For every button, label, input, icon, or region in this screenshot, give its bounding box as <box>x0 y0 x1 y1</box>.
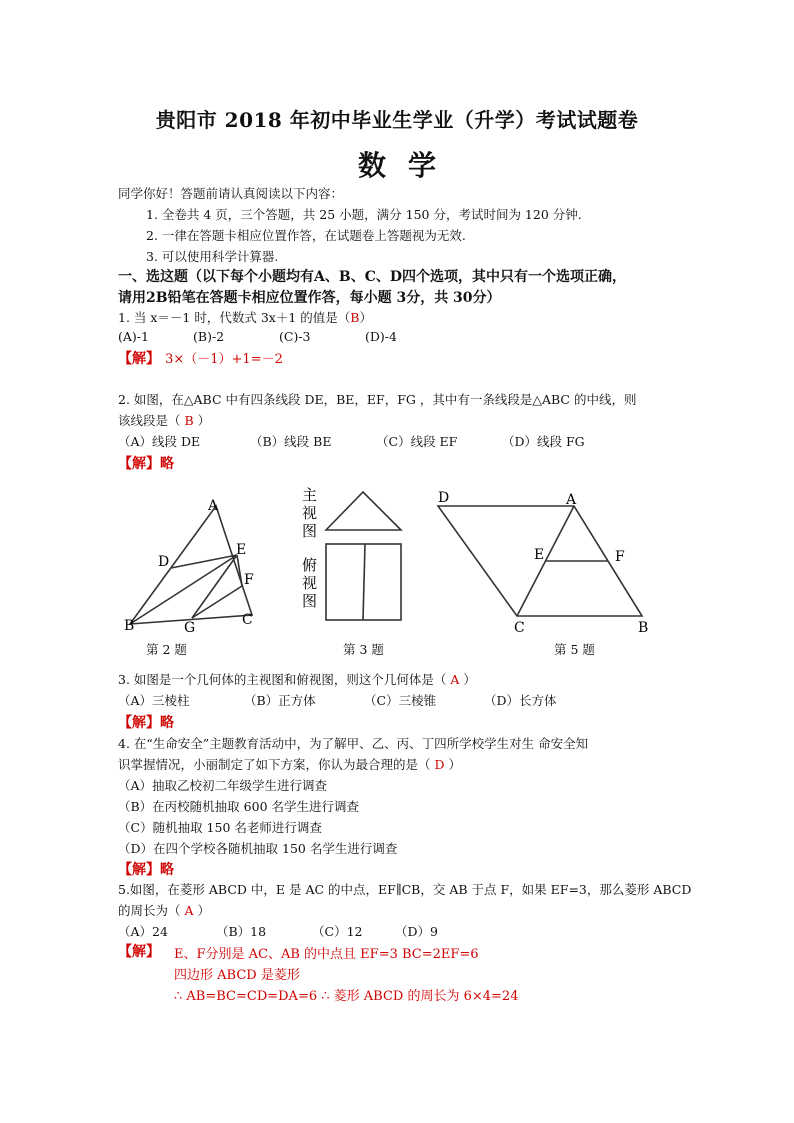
vertex-C: C <box>242 612 253 628</box>
vertex-A: A <box>566 492 577 508</box>
solution: 【解】 3×（－1）+1=－2 <box>118 351 283 367</box>
solution: 【解】略 <box>118 715 174 731</box>
answer: D <box>434 757 445 772</box>
point-G: G <box>184 620 196 636</box>
option: (B)-2 <box>193 329 225 344</box>
top-view-char: 图 <box>302 592 318 610</box>
option: （D）9 <box>395 924 438 939</box>
instruction-item: 3. 可以使用科学计算器. <box>146 249 279 264</box>
option: （B）正方体 <box>244 693 316 708</box>
option: （A）抽取乙校初二年级学生进行调查 <box>118 778 328 793</box>
option: （B）18 <box>216 924 267 939</box>
instruction-item: 2. 一律在答题卡相应位置作答，在试题卷上答题视为无效. <box>146 228 466 243</box>
exam-title: 贵阳市 2018 年初中毕业生学业（升学）考试试题卷 <box>155 108 639 132</box>
option: （B）线段 BE <box>250 434 332 449</box>
front-view-char: 主 <box>302 486 318 504</box>
option: （D）长方体 <box>484 693 557 708</box>
answer: A <box>450 672 460 687</box>
point-F: F <box>615 549 625 565</box>
question-3-stem: 3. 如图是一个几何体的主视图和俯视图，则这个几何体是（ A ） <box>118 672 476 687</box>
option: （D）线段 FG <box>502 434 585 449</box>
figure-3-caption: 第 3 题 <box>343 642 384 657</box>
question-1-stem: 1. 当 x＝－1 时，代数式 3x＋1 的值是（B） <box>118 310 372 325</box>
vertex-D: D <box>438 490 450 506</box>
question-2-stem-cont: 该线段是（ B ） <box>118 413 211 428</box>
point-D: D <box>158 554 170 570</box>
section-heading-cont: 请用2B铅笔在答题卡相应位置作答，每小题 3分，共 30分） <box>118 290 501 306</box>
subject-title: 数学 <box>357 149 458 182</box>
solution-line: 四边形 ABCD 是菱形 <box>174 968 300 983</box>
figure-3-views <box>296 484 408 624</box>
solution-line: E、F分别是 AC、AB 的中点且 EF=3 BC=2EF=6 <box>174 947 479 962</box>
section-heading: 一、选这题（以下每个小题均有A、B、C、D四个选项，其中只有一个选项正确， <box>118 269 626 285</box>
top-view-char: 视 <box>302 574 318 592</box>
figure-5-caption: 第 5 题 <box>554 642 595 657</box>
answer: B <box>184 413 194 428</box>
front-view-char: 图 <box>302 522 318 540</box>
option: （C）三棱锥 <box>364 693 437 708</box>
option: (A)-1 <box>118 329 149 344</box>
top-view-char: 俯 <box>302 556 318 574</box>
vertex-A: A <box>208 498 219 514</box>
instruction-item: 1. 全卷共 4 页，三个答题，共 25 小题，满分 150 分，考试时间为 120 分钟. <box>146 207 582 222</box>
question-4-stem-cont: 识掌握情况，小丽制定了如下方案，你认为最合理的是（ D ） <box>118 757 462 772</box>
option: （A）24 <box>118 924 168 939</box>
vertex-B: B <box>124 618 135 634</box>
option: (D)-4 <box>365 329 397 344</box>
option: （C）随机抽取 150 名老师进行调查 <box>118 820 322 835</box>
point-F: F <box>244 572 254 588</box>
answer: A <box>184 903 194 918</box>
point-E: E <box>534 547 545 563</box>
answer: B <box>350 310 360 325</box>
option: （C）线段 EF <box>376 434 458 449</box>
option: （D）在四个学校各随机抽取 150 名学生进行调查 <box>118 841 398 856</box>
question-2-stem: 2. 如图，在△ABC 中有四条线段 DE，BE，EF，FG ，其中有一条线段是△ABC 的中线，则 <box>118 392 637 407</box>
figure-2-triangle <box>118 492 270 636</box>
point-E: E <box>236 542 247 558</box>
vertex-C: C <box>514 620 525 634</box>
solution: 【解】略 <box>118 456 174 472</box>
solution: 【解】 <box>118 944 160 960</box>
solution-line: ∴ AB=BC=CD=DA=6 ∴ 菱形 ABCD 的周长为 6×4=24 <box>174 989 519 1004</box>
option: （C）12 <box>312 924 363 939</box>
solution: 【解】略 <box>118 862 174 878</box>
front-view-char: 视 <box>302 504 318 522</box>
instructions-intro: 同学你好！答题前请认真阅读以下内容： <box>118 186 344 201</box>
option: (C)-3 <box>279 329 311 344</box>
question-4-stem: 4. 在“生命安全”主题教育活动中，为了解甲、乙、丙、丁四所学校学生对生 命安全知 <box>118 736 589 751</box>
question-5-stem: 5.如图，在菱形 ABCD 中，E 是 AC 的中点，EF∥CB，交 AB 于点 F，如果 EF=3，那么菱形 ABCD <box>118 882 692 897</box>
option: （A）线段 DE <box>118 434 201 449</box>
question-5-stem-cont: 的周长为（ A ） <box>118 903 211 918</box>
figure-2-caption: 第 2 题 <box>146 642 187 657</box>
option: （A）三棱柱 <box>118 693 190 708</box>
option: （B）在丙校随机抽取 600 名学生进行调查 <box>118 799 359 814</box>
vertex-B: B <box>638 620 649 634</box>
figure-5-rhombus <box>434 486 658 634</box>
